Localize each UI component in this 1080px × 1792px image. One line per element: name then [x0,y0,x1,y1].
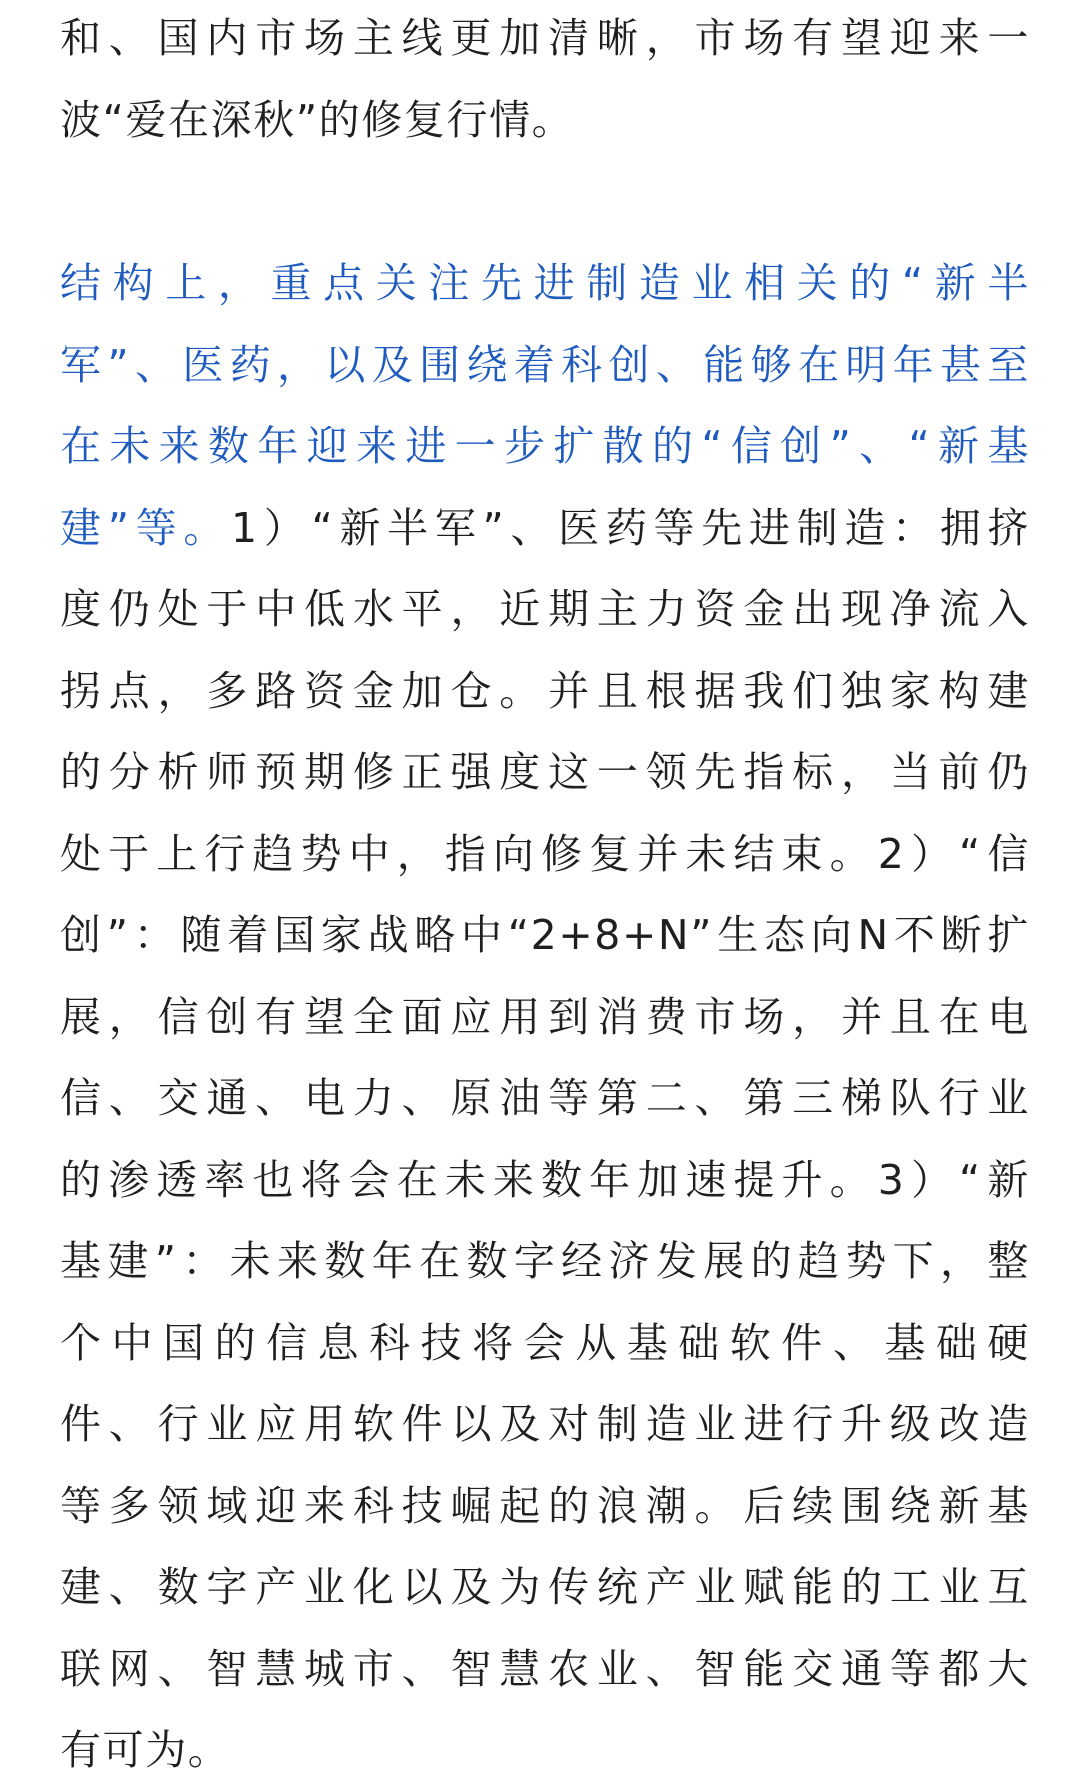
text-span: 1）“新半军”、医药等先进制造：拥挤 [231,503,1031,552]
highlighted-text-line: 在未来数年迎来进一步扩散的“信创”、“新基 [60,422,1030,470]
text-line: 联网、智慧城市、智慧农业、智能交通等都大 [60,1644,1030,1693]
text-line: 个中国的信息科技将会从基础软件、基础硬 [60,1318,1030,1367]
text-line: 波“爱在深秋”的修复行情。 [60,95,575,144]
paragraph-spacer [60,161,1030,243]
text-line: 基建”：未来数年在数字经济发展的趋势下，整 [60,1237,1030,1285]
text-line: 的分析师预期修正强度这一领先指标，当前仍 [60,748,1030,796]
text-line: 信、交通、电力、原油等第二、第三梯队行业 [60,1074,1030,1122]
paragraph-structure-focus [60,243,1030,1792]
highlighted-text-line: 结构上，重点关注先进制造业相关的“新半 [60,259,1030,307]
mixed-text-line [60,488,1030,570]
text-line: 等多领域迎来科技崛起的浪潮。后续围绕新基 [60,1481,1030,1530]
text-line: 展，信创有望全面应用到消费市场，并且在电 [60,992,1030,1041]
highlighted-text-line: 军”、医药，以及围绕着科创、能够在明年甚至 [60,340,1030,389]
text-line: 和、国内市场主线更加清晰，市场有望迎来一 [60,14,1030,62]
text-line: 创”：随着国家战略中“2+8+N”生态向N不断扩 [60,911,1030,959]
text-line: 度仍处于中低水平，近期主力资金出现净流入 [60,585,1030,633]
text-line: 处于上行趋势中，指向修复并未结束。2）“信 [60,829,1030,878]
text-line: 拐点，多路资金加仓。并且根据我们独家构建 [60,666,1030,715]
text-line: 的渗透率也将会在未来数年加速提升。3）“新 [60,1155,1030,1204]
text-line: 件、行业应用软件以及对制造业进行升级改造 [60,1400,1030,1448]
text-line: 建、数字产业化以及为传统产业赋能的工业互 [60,1563,1030,1611]
article-body [60,0,1030,1792]
paragraph-market-outlook [60,0,1030,161]
highlighted-text-span: 建”等。 [60,503,232,552]
text-line: 有可为。 [60,1726,231,1774]
